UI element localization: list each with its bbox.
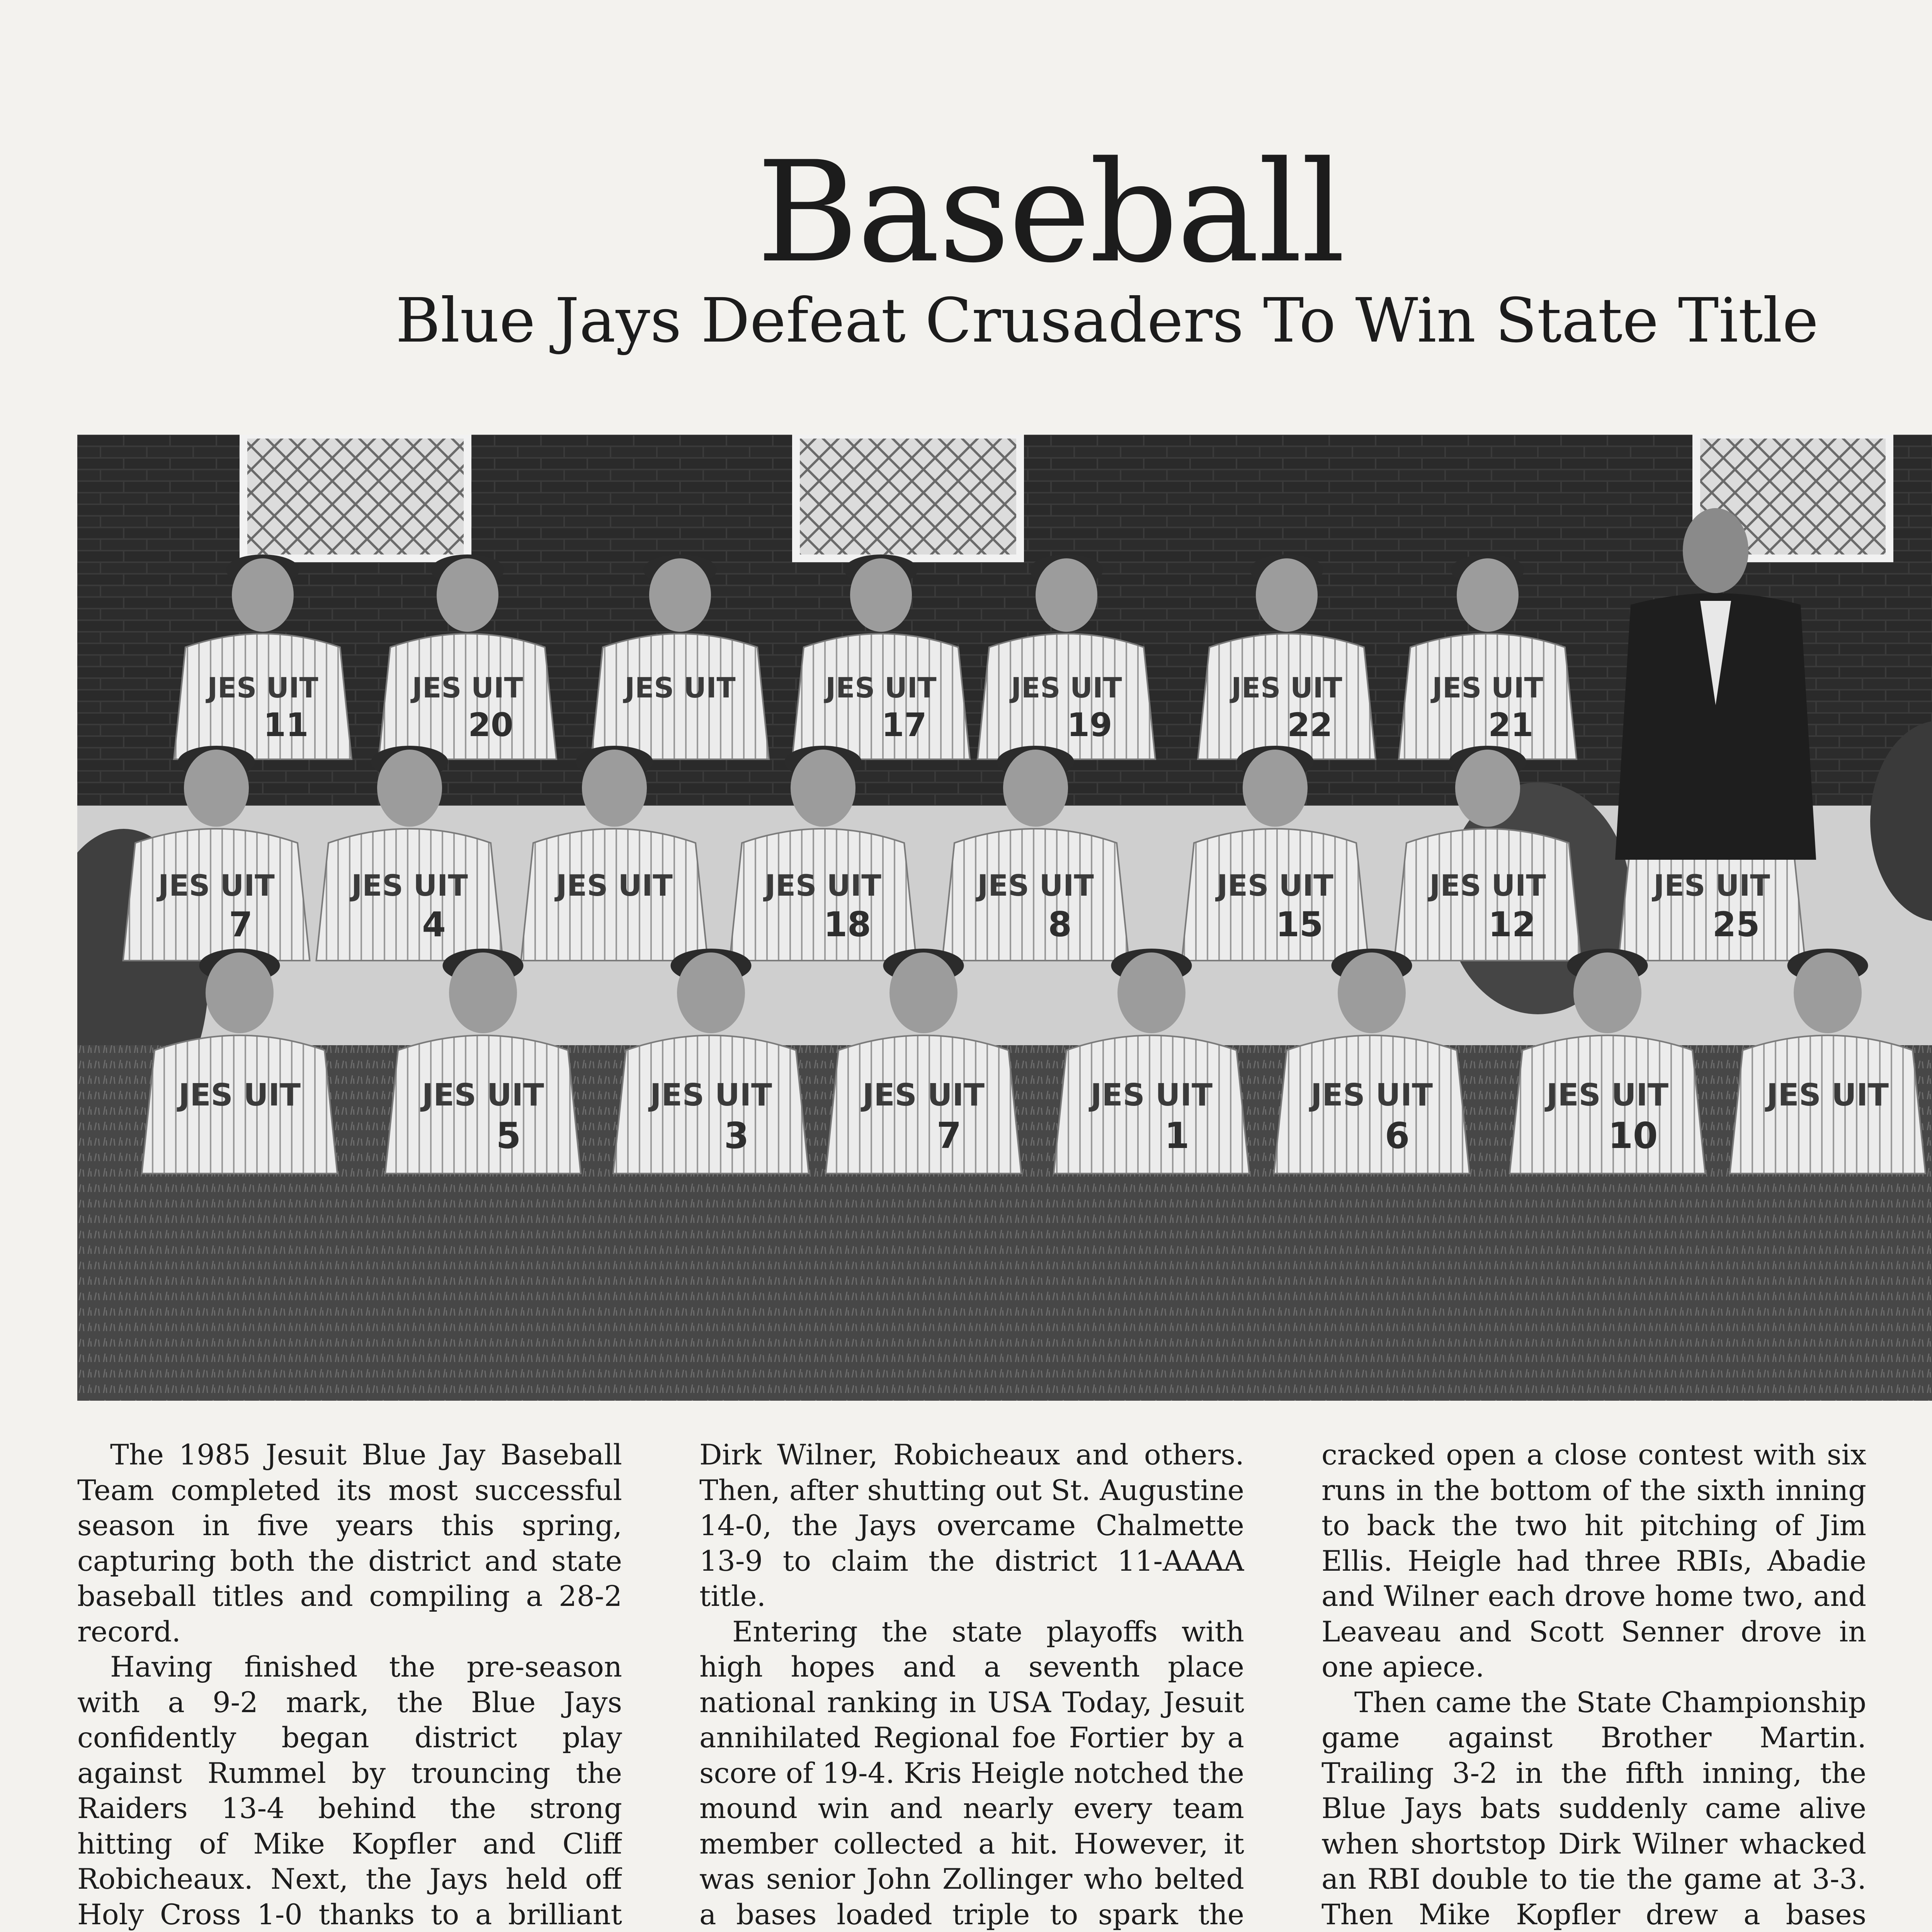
- jersey-lettering: JES UIT: [1546, 1077, 1668, 1113]
- paragraph: Then came the State Championship game against Brother Martin. Trailing 3-2 in the fifth inning, the Blue Jays bats suddenly came alive when shortstop Dirk Wilner whacked an RBI double to tie the game at 3-3. Then Mike Kopfler drew a bases: [1321, 1686, 1866, 1931]
- jersey-lettering: JES UIT: [1429, 869, 1546, 903]
- jersey-lettering: JES UIT: [1217, 869, 1333, 903]
- article-column-2: [699, 1437, 1244, 1932]
- page-title: Baseball: [756, 131, 1344, 293]
- jersey-lettering: JES UIT: [1767, 1077, 1889, 1113]
- jersey-lettering: JES UIT: [1011, 672, 1122, 704]
- jersey-number: 6: [1384, 1115, 1410, 1156]
- jersey-number: 11: [263, 706, 309, 744]
- jersey-number: 7: [229, 905, 253, 944]
- jersey-lettering: JES UIT: [556, 869, 673, 903]
- article-body: [77, 1437, 1866, 1932]
- jersey-number: 20: [468, 706, 514, 744]
- team-photo-image: [77, 435, 1932, 1401]
- jersey-number: 17: [881, 706, 927, 744]
- jersey-number: 18: [823, 905, 871, 944]
- team-photo: [77, 435, 1932, 1401]
- jersey-number: 4: [422, 905, 446, 944]
- jersey-lettering: JES UIT: [179, 1077, 301, 1113]
- jersey-number: 3: [724, 1115, 749, 1156]
- jersey-lettering: JES UIT: [351, 869, 468, 903]
- jersey-number: 10: [1608, 1115, 1658, 1156]
- jersey-lettering: JES UIT: [977, 869, 1094, 903]
- jersey-lettering: JES UIT: [650, 1077, 772, 1113]
- jersey-lettering: JES UIT: [1090, 1077, 1213, 1113]
- jersey-number: 15: [1276, 905, 1323, 944]
- article-column-3: [1321, 1437, 1866, 1932]
- jersey-lettering: JES UIT: [862, 1077, 985, 1113]
- jersey-number: 5: [496, 1115, 521, 1156]
- jersey-number: 19: [1067, 706, 1112, 744]
- jersey-number: 7: [936, 1115, 962, 1156]
- jersey-lettering: JES UIT: [1311, 1077, 1433, 1113]
- jersey-lettering: JES UIT: [1231, 672, 1342, 704]
- article-column-1: [77, 1437, 622, 1932]
- jersey-number: 8: [1048, 905, 1072, 944]
- jersey-number: 12: [1488, 905, 1536, 944]
- jersey-lettering: JES UIT: [765, 869, 881, 903]
- jersey-number: 1: [1164, 1115, 1190, 1156]
- jersey-lettering: JES UIT: [825, 672, 937, 704]
- jersey-number: 22: [1287, 706, 1333, 744]
- paragraph: Having finished the pre-season with a 9-2 mark, the Blue Jays confidently began district play against Rummel by trouncing the Raiders 13-4 behind the strong hitting of Mike Kopfler and Cliff Robicheaux. Next, the Jays held off Holy Cross 1-0 thanks to a brilliant: [77, 1651, 622, 1931]
- jersey-lettering: JES UIT: [1432, 672, 1543, 704]
- jersey-number: 21: [1488, 706, 1534, 744]
- jersey-lettering: JES UIT: [207, 672, 318, 704]
- paragraph: Dirk Wilner, Robicheaux and others. Then, after shutting out St. Augustine 14-0, the Jays overcame Chalmette 13-9 to claim the district 11-AAAA title.: [699, 1439, 1244, 1613]
- jersey-lettering: JES UIT: [1653, 869, 1770, 903]
- jersey-lettering: JES UIT: [412, 672, 523, 704]
- jersey-lettering: JES UIT: [422, 1077, 544, 1113]
- paragraph: cracked open a close contest with six runs in the bottom of the sixth inning to back the two hit pitching of Jim Ellis. Heigle had three RBIs, Abadie and Wilner each drove home two, and Leaveau and Scott Senner drove in one apiece.: [1321, 1439, 1866, 1684]
- paragraph: The 1985 Jesuit Blue Jay Baseball Team completed its most successful season in five years this spring, capturing both the district and state baseball titles and compiling a 28-2 record.: [77, 1439, 622, 1648]
- jersey-number: 25: [1712, 905, 1760, 944]
- jersey-lettering: JES UIT: [624, 672, 736, 704]
- page-subtitle: Blue Jays Defeat Crusaders To Win State Title: [395, 285, 1819, 356]
- paragraph: Entering the state playoffs with high hopes and a seventh place national ranking in USA Today, Jesuit annihilated Regional foe Fortier by a score of 19-4. Kris Heigle notched the mound win and nearly every team member collected a hit. However, it was senior John Zollinger who belted a bases loaded triple to spark the: [699, 1615, 1244, 1931]
- jersey-lettering: JES UIT: [158, 869, 275, 903]
